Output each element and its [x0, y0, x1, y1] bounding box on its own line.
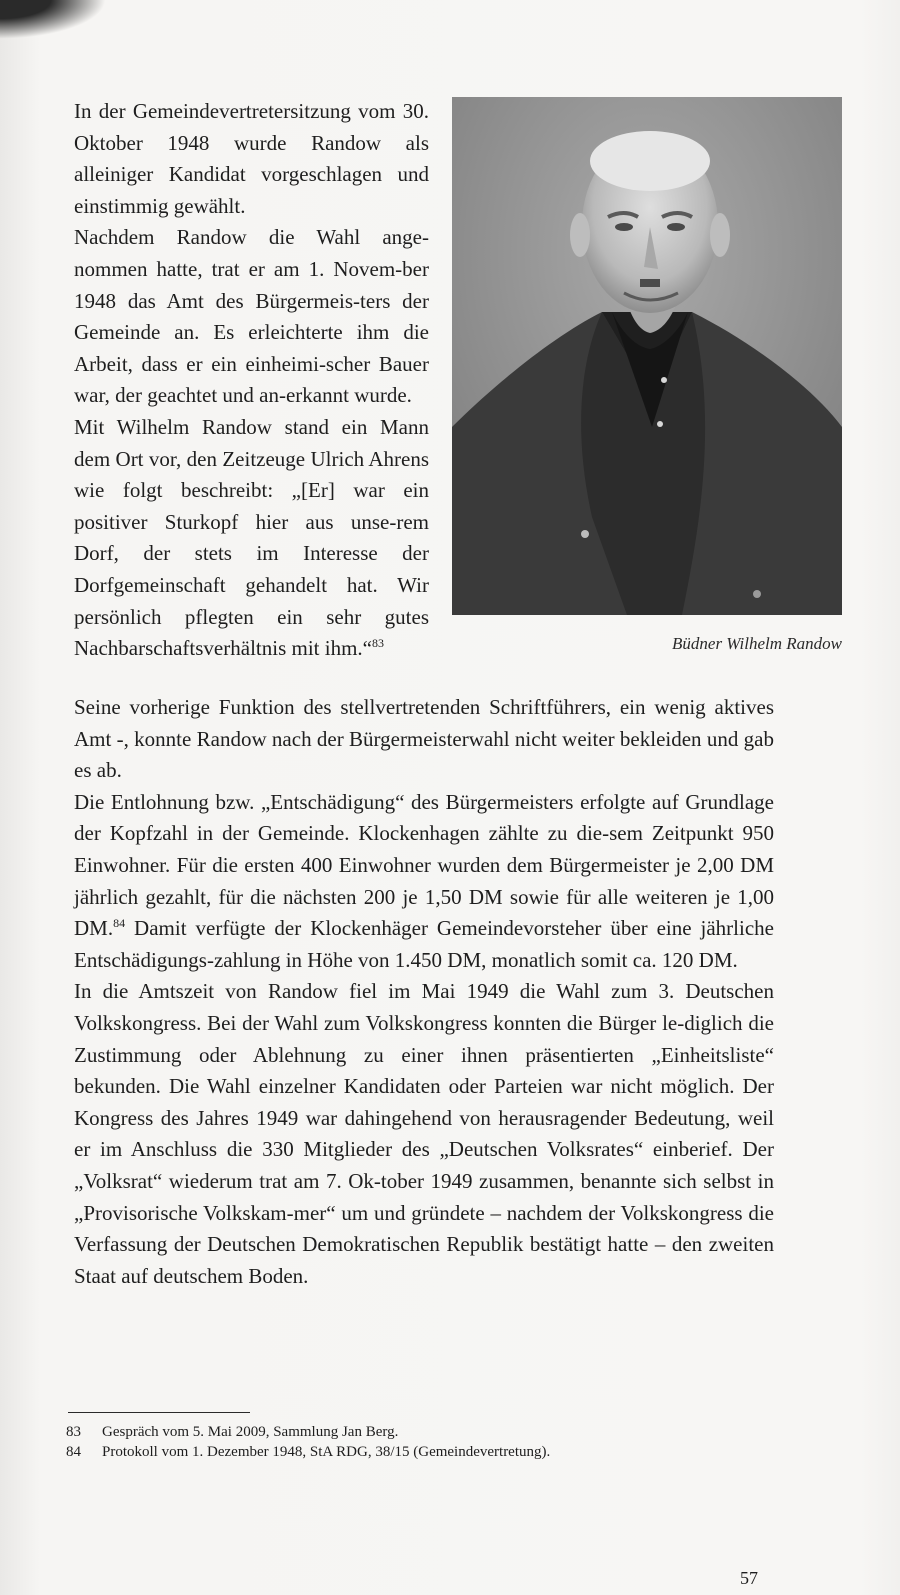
paragraph: In der Gemeindevertretersitzung vom 30. Oktober 1948 wurde Randow als alleiniger Kandidat vorgeschlagen und einstimmig gewählt.: [74, 99, 429, 218]
footnote-divider: [68, 1412, 250, 1413]
footnote-ref: 83: [372, 636, 384, 651]
portrait-photo-image: [452, 97, 842, 615]
footnote: [66, 1442, 766, 1462]
paragraph: Seine vorherige Funktion des stellvertretenden Schriftführers, ein wenig aktives Amt -, konnte Randow nach der Bürgermeisterwahl nicht weiter bekleiden und gab es ab.: [74, 695, 774, 783]
page-corner-shadow: [0, 0, 120, 44]
footnote-ref: 84: [113, 916, 126, 931]
paragraph: [74, 787, 774, 977]
paragraph: [74, 412, 429, 665]
page-number: 57: [740, 1568, 758, 1588]
portrait-photo: [452, 97, 842, 615]
footnote-text: Gespräch vom 5. Mai 2009, Sammlung Jan Berg.: [102, 1424, 399, 1440]
body-text: [74, 692, 774, 1292]
photo-caption: Büdner Wilhelm Randow: [672, 634, 842, 653]
column-text: [74, 96, 429, 665]
paragraph: Nachdem Randow die Wahl ange-nommen hatte, trat er am 1. Novem-ber 1948 das Amt des Bürgermeis-ters der Gemeinde an. Es erleichterte ihm die Arbeit, dass er ein einheimi-scher Bauer war, der geachtet und an-erkannt wurde.: [74, 225, 429, 408]
footnote-text: Protokoll vom 1. Dezember 1948, StA RDG, 38/15 (Gemeindevertretung).: [102, 1444, 551, 1460]
paragraph-text: Mit Wilhelm Randow stand ein Mann dem Ort vor, den Zeitzeuge Ulrich Ahrens wie folgt beschreibt: „[Er] war ein positiver Sturkopf hier aus unse-rem Dorf, der stets im Interesse der Dorfgemeinschaft gehandelt hat. Wir persönlich pflegten ein sehr gutes Nachbarschaftsverhältnis mit ihm.“: [74, 414, 429, 661]
paragraph-text: Die Entlohnung bzw. „Entschädigung“ des Bürgermeisters erfolgte auf Grundlage der Kopfzahl in der Gemeinde. Klockenhagen zählte zu die-sem Zeitpunkt 950 Einwohner. Für die ersten 400 Einwohner wurden dem Bürgermeister je 2,00 DM jährlich gezahlt, für die nächsten 200 je 1,50 DM sowie für alle weiteren je 1,00 DM.: [74, 789, 774, 941]
paragraph-text-continued: Damit verfügte der Klockenhäger Gemeindevorsteher über eine jährliche Entschädigungs-zahlung in Höhe von 1.450 DM, monatlich somit ca. 120 DM.: [74, 916, 774, 972]
footnote-number: 83: [66, 1424, 81, 1440]
paragraph: In die Amtszeit von Randow fiel im Mai 1949 die Wahl zum 3. Deutschen Volkskongress. Bei der Wahl zum Volkskongress konnten die Bürger le-diglich die Zustimmung oder Ablehnung zu einer ihnen präsentierten „Einheitsliste“ bekunden. Die Wahl einzelner Kandidaten oder Parteien war nicht möglich. Der Kongress des Jahres 1949 war dahingehend von herausragender Bedeutung, weil er im Anschluss die 330 Mitglieder des „Deutschen Volksrates“ einberief. Der „Volksrat“ wiederum trat am 7. Ok-tober 1949 zusammen, benannte sich selbst in „Provisorische Volkskam-mer“ um und gründete – nachdem der Volkskongress die Verfassung der Deutschen Demokratischen Republik bestätigt hatte – den zweiten Staat auf deutschem Boden.: [74, 979, 774, 1288]
footnotes: [66, 1422, 766, 1462]
footnote: [66, 1422, 766, 1442]
footnote-number: 84: [66, 1444, 81, 1460]
